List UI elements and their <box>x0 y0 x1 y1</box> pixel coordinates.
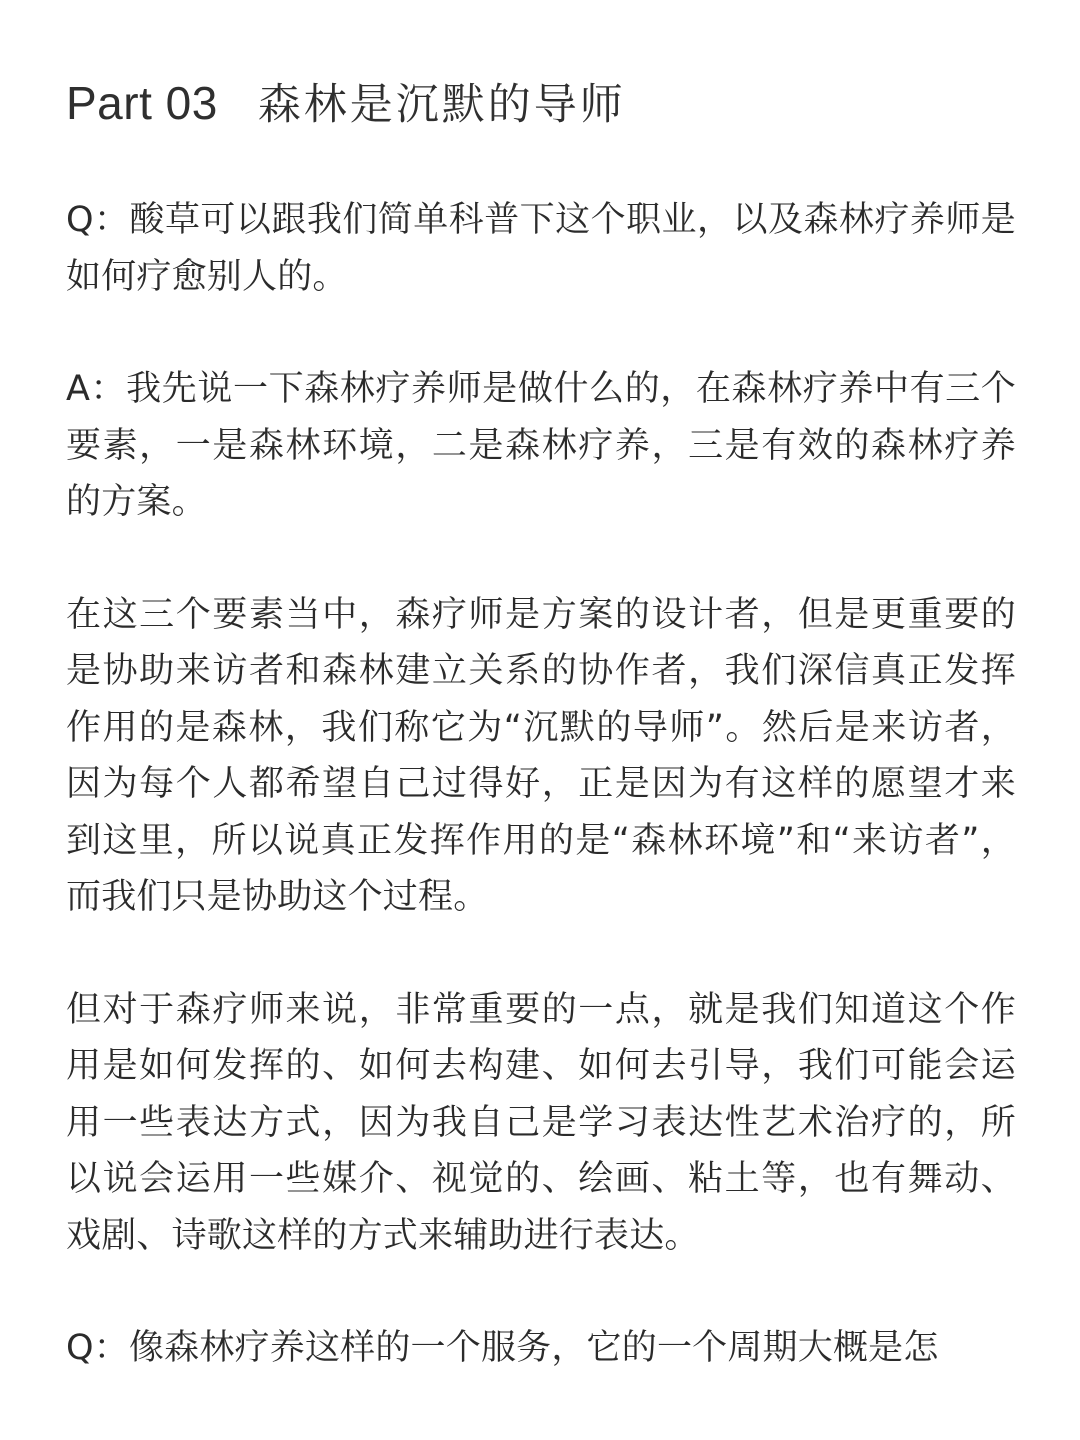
question-paragraph-next: Q：像森林疗养这样的一个服务，它的一个周期大概是怎 <box>66 1328 939 1368</box>
article <box>66 70 1016 1433</box>
section-heading: 森林是沉默的导师 <box>257 80 626 130</box>
section-title <box>66 70 1016 136</box>
section-number: Part 03 <box>66 77 218 129</box>
question-paragraph: Q：酸草可以跟我们简单科普下这个职业，以及森林疗养师是如何疗愈别人的。 <box>66 200 1016 297</box>
article-body <box>66 192 1016 1377</box>
answer-paragraph: A：我先说一下森林疗养师是做什么的，在森林疗养中有三个要素，一是森林环境，二是森林疗养，三是有效的森林疗养的方案。 <box>66 369 1016 522</box>
answer-paragraph-continued: 在这三个要素当中，森疗师是方案的设计者，但是更重要的是协助来访者和森林建立关系的协作者，我们深信真正发挥作用的是森林，我们称它为“沉默的导师”。然后是来访者，因为每个人都希望自己过得好，正是因为有这样的愿望才来到这里，所以说真正发挥作用的是“森林环境”和“来访者”，而我们只是协助这个过程。 <box>66 594 1016 917</box>
answer-paragraph-detail: 但对于森疗师来说，非常重要的一点，就是我们知道这个作用是如何发挥的、如何去构建、如何去引导，我们可能会运用一些表达方式，因为我自己是学习表达性艺术治疗的，所以说会运用一些媒介、视觉的、绘画、粘土等，也有舞动、戏剧、诗歌这样的方式来辅助进行表达。 <box>66 989 1016 1256</box>
